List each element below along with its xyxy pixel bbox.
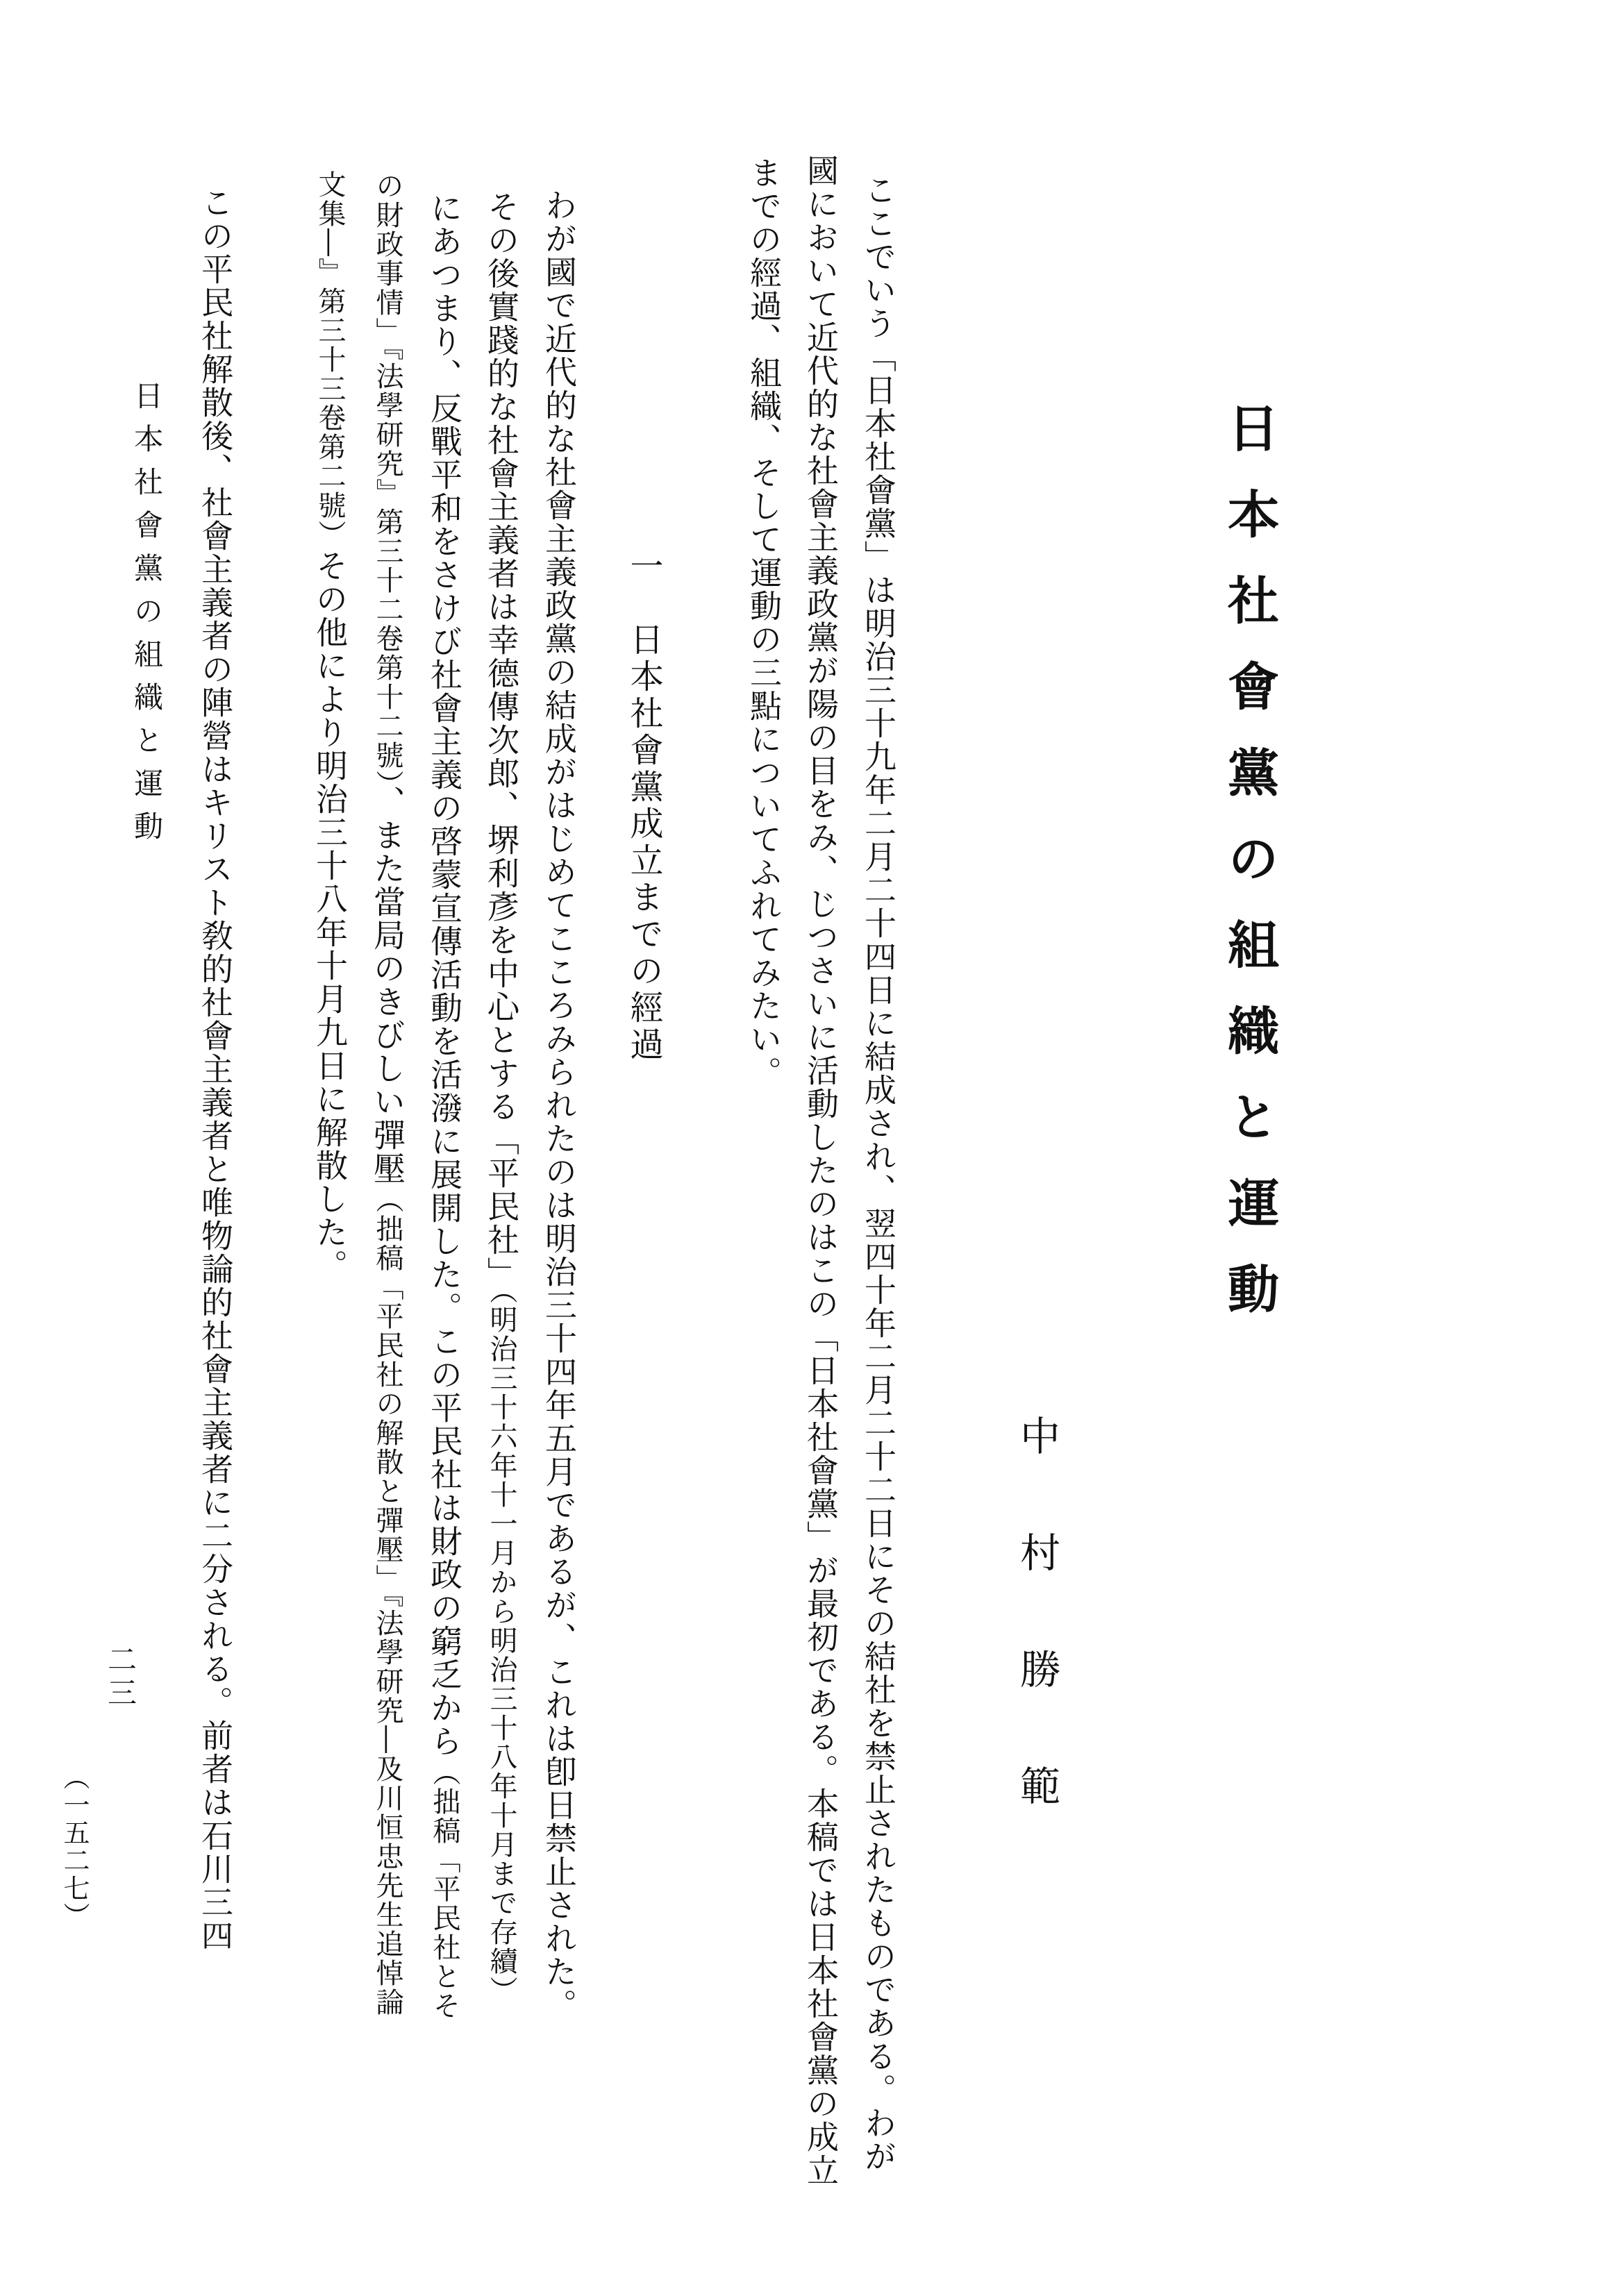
citation-segment: （明治三十六年十一月から明治三十八年十月まで存續） — [485, 1290, 517, 2005]
text-segment: にあつまり、反戰平和をさけび社會主義の啓蒙宣傳活動を活潑に展開した。この平民社は財政の窮乏から — [426, 192, 463, 1758]
text-column-5 — [483, 190, 520, 2005]
text-column-9 — [197, 186, 234, 1952]
text-column-7 — [369, 171, 406, 2017]
text-column-2 — [802, 154, 840, 2187]
page-number: 二三 — [103, 1644, 137, 1711]
author-name: 中村勝範 — [1013, 1415, 1060, 1882]
text-segment: ここでいう「日本社會黨」は明治三十九年二月二十四日に結成され、翌四十年二月二十二日にその結社を禁止されたものである。わが — [860, 174, 897, 2173]
text-segment: 國において近代的な社會主義政黨が陽の目をみ、じつさいに活動したのはこの「日本社會黨」が最初である。本稿では日本社會黨の成立 — [802, 154, 840, 2187]
text-column-6 — [426, 192, 463, 2020]
text-column-1 — [860, 174, 897, 2173]
text-segment: 、また當局のきびしい彈壓 — [369, 785, 406, 1185]
citation-segment: （拙稿「平民社の解散と彈壓」『法學研究―及川恒忠先生追悼論 — [372, 1185, 403, 2017]
text-segment: この平民社解散後、社會主義者の陣營はキリスト敎的社會主義者と唯物論的社會主義者に二分される。前者は石川三四 — [197, 186, 234, 1952]
citation-segment: 文集―』第三十三卷第二號） — [314, 170, 346, 549]
citation-segment: （拙稿「平民社とそ — [428, 1758, 460, 2020]
text-segment: その他により明治三十八年十月九日に解散した。 — [311, 549, 349, 1282]
text-segment: わが國で近代的な社會主義政黨の結成がはじめてこころみられたのは明治三十四年五月であるが、これは卽日禁止された。 — [540, 189, 578, 2022]
section-heading: 一 日本社會黨成立までの經過 — [624, 548, 663, 1064]
citation-segment: の財政事情」『法學研究』第三十二卷第十二號） — [372, 171, 403, 785]
text-column-4 — [540, 189, 578, 2022]
text-segment: その後實踐的な社會主義者は幸德傳次郞、堺利彥を中心とする「平民社」 — [483, 190, 520, 1290]
text-column-8 — [311, 170, 349, 1282]
paper-title: 日本社會黨の組織と運動 — [1219, 401, 1279, 1348]
running-header: 日本社會黨の組織と運動 — [130, 380, 164, 854]
text-column-3 — [745, 156, 783, 1089]
text-segment: までの經過、組織、そして運動の三點についてふれてみたい。 — [745, 156, 783, 1089]
page-locator: （一五二七） — [59, 1763, 90, 1930]
